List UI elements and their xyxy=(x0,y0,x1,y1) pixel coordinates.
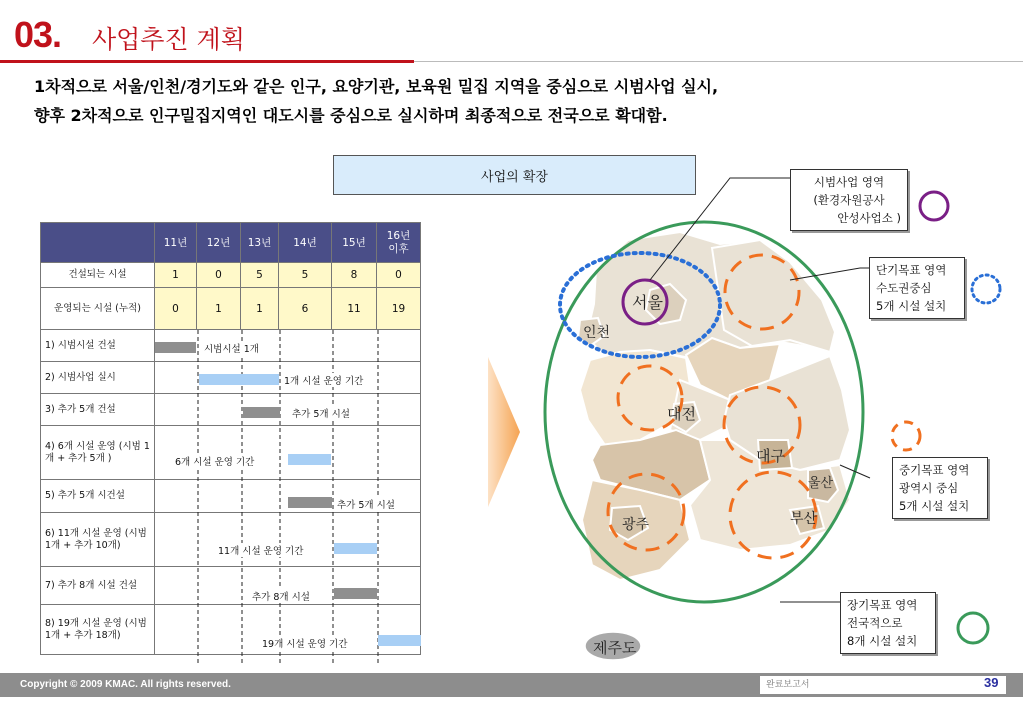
gantt-bar-label: 추가 5개 시설 xyxy=(292,406,350,420)
built-value: 5 xyxy=(241,263,279,288)
gantt-bar-label: 1개 시설 운영 기간 xyxy=(284,373,363,387)
section-number: 03. xyxy=(14,14,62,55)
page-title: 사업추진 계획 xyxy=(92,25,245,54)
copyright-text: Copyright © 2009 KMAC. All rights reserved. xyxy=(20,679,231,690)
operated-value: 0 xyxy=(155,288,197,330)
task-label: 5) 추가 5개 시건설 xyxy=(41,480,155,513)
legend-short-icon xyxy=(972,275,1000,303)
operated-label: 운영되는 시설 (누적) xyxy=(41,288,155,330)
gantt-bar-label: 6개 시설 운영 기간 xyxy=(175,454,254,468)
operated-value: 19 xyxy=(377,288,421,330)
task-label: 3) 추가 5개 건설 xyxy=(41,394,155,426)
operated-value: 11 xyxy=(332,288,377,330)
city-label-daejeon: 대전 xyxy=(667,405,696,423)
expansion-arrow xyxy=(488,357,520,507)
built-value: 8 xyxy=(332,263,377,288)
task-label: 7) 추가 8개 시설 건설 xyxy=(41,567,155,605)
intro-line-1: 1차적으로 서울/인천/경기도와 같은 인구, 요양기관, 보육원 밀집 지역을 중심으로 시범사업 실시, xyxy=(34,77,719,96)
callout-short-line1: 단기목표 영역 xyxy=(876,263,947,277)
table-header-year: 11년 xyxy=(155,223,197,263)
gantt-bar-label: 추가 5개 시설 xyxy=(337,497,395,511)
city-label-busan: 부산 xyxy=(790,511,818,527)
callout-mid-line3: 5개 시설 설치 xyxy=(899,499,970,513)
callout-short xyxy=(869,257,965,319)
city-label-ulsan: 울산 xyxy=(808,476,834,491)
callout-long-line1: 장기목표 영역 xyxy=(847,598,918,612)
callout-pilot-line2: (환경자원공사 xyxy=(813,193,885,207)
callout-mid-line1: 중기목표 영역 xyxy=(899,463,970,477)
callout-mid xyxy=(892,457,988,519)
intro-line-2: 향후 2차적으로 인구밀집지역인 대도시를 중심으로 실시하며 최종적으로 전국으로 확대함. xyxy=(34,106,668,125)
built-value: 1 xyxy=(155,263,197,288)
callout-pilot-line1: 시범사업 영역 xyxy=(813,175,885,189)
built-label: 건설되는 시설 xyxy=(41,263,155,288)
task-label: 2) 시범사업 실시 xyxy=(41,362,155,394)
callout-long-line3: 8개 시설 설치 xyxy=(847,634,918,648)
city-label-jeju: 제주도 xyxy=(593,639,637,657)
callout-short-line2: 수도권중심 xyxy=(876,281,932,295)
city-label-incheon: 인천 xyxy=(583,325,611,341)
gantt-bar-label: 19개 시설 운영 기간 xyxy=(262,636,347,650)
callout-short-line3: 5개 시설 설치 xyxy=(876,299,947,313)
expansion-box: 사업의 확장 xyxy=(333,155,696,195)
task-label: 8) 19개 시설 운영 (시범 1개 + 추가 18개) xyxy=(41,605,155,655)
callout-long xyxy=(840,592,936,654)
gantt-bar-label: 11개 시설 운영 기간 xyxy=(218,543,303,557)
callout-pilot-line3: 안성사업소 ) xyxy=(837,211,901,225)
table-header-year: 15년 xyxy=(332,223,377,263)
callout-long-line2: 전국적으로 xyxy=(847,616,903,630)
callout-pilot xyxy=(790,169,908,231)
legend-long-icon xyxy=(958,613,988,643)
built-value: 0 xyxy=(377,263,421,288)
built-value: 5 xyxy=(279,263,332,288)
page-number: 39 xyxy=(984,675,999,690)
city-label-gwangju: 광주 xyxy=(622,517,650,533)
gantt-bar-label: 추가 8개 시설 xyxy=(252,589,310,603)
gantt-bar-label: 시범시설 1개 xyxy=(204,341,259,355)
table-header-year: 13년 xyxy=(241,223,279,263)
task-label: 6) 11개 시설 운영 (시범 1개 + 추가 10개) xyxy=(41,513,155,567)
city-label-seoul: 서울 xyxy=(632,293,663,312)
task-label: 4) 6개 시설 운영 (시범 1개 + 추가 5개 ) xyxy=(41,426,155,480)
table-header-year: 12년 xyxy=(197,223,241,263)
operated-value: 1 xyxy=(197,288,241,330)
operated-value: 1 xyxy=(241,288,279,330)
built-value: 0 xyxy=(197,263,241,288)
table-header-year: 14년 xyxy=(279,223,332,263)
callout-mid-line2: 광역시 중심 xyxy=(899,481,959,495)
task-label: 1) 시범시설 건설 xyxy=(41,330,155,362)
report-label: 완료보고서 xyxy=(760,676,1006,694)
legend-mid-icon xyxy=(892,422,920,450)
operated-value: 6 xyxy=(279,288,332,330)
table-header-year: 16년 이후 xyxy=(377,223,421,263)
city-label-daegu: 대구 xyxy=(756,447,785,465)
legend-pilot-icon xyxy=(920,192,948,220)
